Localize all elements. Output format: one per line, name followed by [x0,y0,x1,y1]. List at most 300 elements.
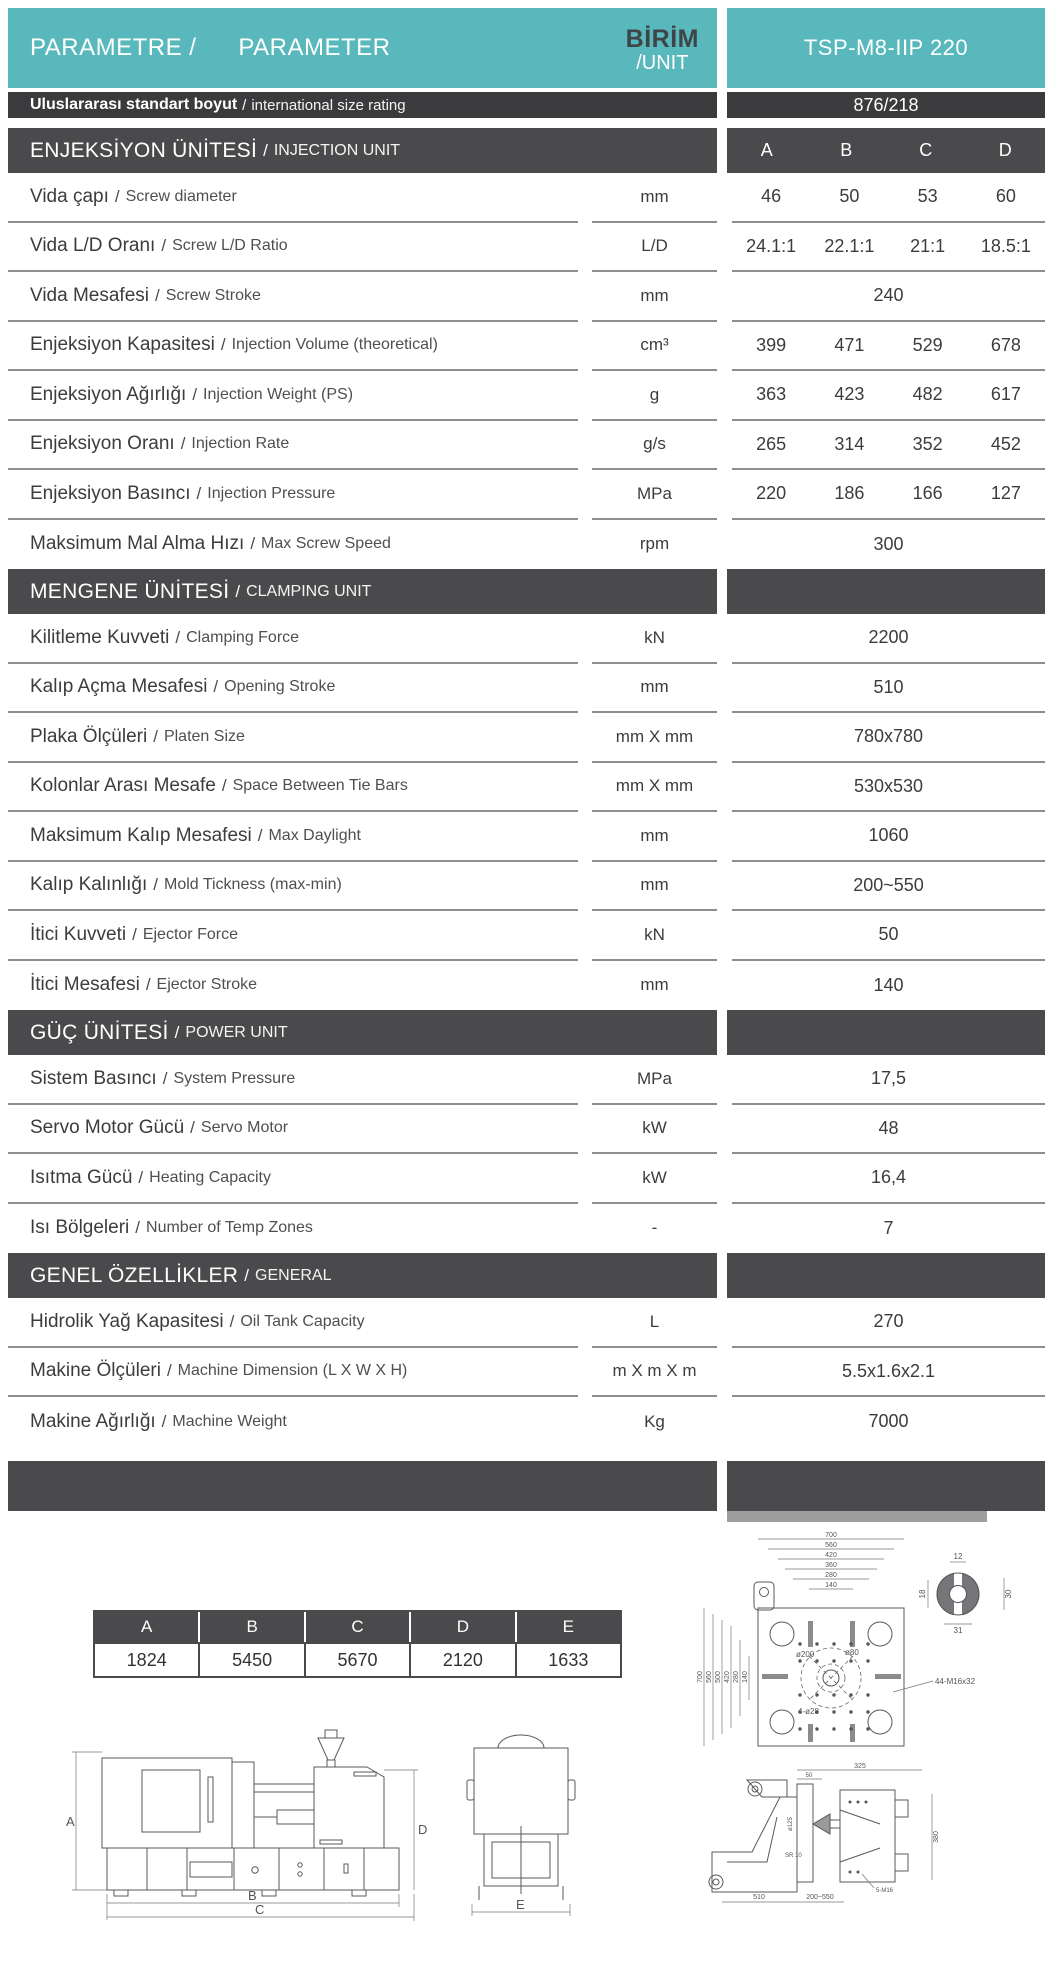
svg-text:420: 420 [825,1552,837,1559]
parameter-name-tr: Maksimum Mal Alma Hızı [30,533,245,555]
section-title-en: CLAMPING UNIT [246,582,372,600]
platen-holes-label: 4-ø28 [798,1707,819,1716]
label-separator: / [162,1068,168,1088]
parameter-name-cell [8,421,578,471]
value: 265 [756,433,787,454]
parameter-name-cell [8,173,578,223]
platen-circle1-label: ø200 [796,1650,815,1659]
svg-text:420: 420 [724,1671,731,1683]
parameter-name-cell [8,1055,578,1105]
spec-row [8,322,1045,372]
parameter-name-en: Oil Tank Capacity [240,1312,365,1330]
dimension-header: E [515,1612,620,1642]
unit-cell: mm [592,272,717,322]
spec-row [8,713,1045,763]
label-separator: / [180,434,186,454]
parameter-name-tr: Maksimum Kalıp Mesafesi [30,824,252,846]
parameter-name-en: Injection Volume (theoretical) [231,336,438,354]
label-separator: / [221,776,227,796]
column-letter: C [919,140,933,160]
unit-cell: mm [592,812,717,862]
unit-cell: mm X mm [592,713,717,763]
value: 314 [834,433,865,454]
dimension-header: C [304,1612,409,1642]
column-divider [717,8,727,88]
values-cell [732,1055,1045,1105]
dimension-value: 5450 [198,1644,303,1676]
spec-row [8,961,1045,1011]
values-cell [732,421,1045,471]
spec-row [8,862,1045,912]
label-separator: / [174,1022,180,1042]
mold-dim-top: 325 [854,1763,866,1770]
parameter-name-en: Screw Stroke [165,286,261,304]
column-letter: B [840,140,853,160]
ring-dim-left: 18 [918,1589,927,1599]
parameter-name-cell [8,520,578,570]
section-title-tr: ENJEKSİYON ÜNİTESİ [30,138,258,162]
unit-cell: Kg [644,1411,665,1431]
label-separator: / [161,1411,167,1431]
ring-dim-bottom: 31 [953,1626,963,1635]
machine-side-view-drawing [62,1722,462,1922]
parameter-name-tr: Hidrolik Yağ Kapasitesi [30,1310,224,1332]
parameter-name-cell [8,862,578,912]
section-header-right [727,1253,1045,1298]
platen-left-dims [697,1608,749,1746]
value: 21:1 [910,235,946,256]
value: 617 [990,384,1021,405]
values-cell [732,470,1045,520]
unit-cell: g [592,371,717,421]
unit-cell: L/D [592,223,717,273]
parameter-name-tr: Makine Ölçüleri [30,1360,161,1382]
value-merged: 530x530 [853,775,924,796]
platen-circle2-label: ø80 [845,1648,859,1657]
column-divider [717,1010,727,1055]
parameter-name-tr: Isı Bölgeleri [30,1217,130,1239]
value: 220 [756,483,787,504]
label-separator: / [229,1311,235,1331]
unit-label-tr: BİRİM [625,25,699,54]
label-separator: / [155,285,160,305]
parameter-name-en: Injection Rate [191,435,290,453]
section-title-en: INJECTION UNIT [273,141,401,159]
table-header [8,8,1045,88]
spec-row [8,1397,1045,1447]
spec-row [8,173,1045,223]
column-divider [717,92,727,118]
values-cell [732,371,1045,421]
footer-bar-left [8,1461,717,1511]
parameter-name-en: Machine Weight [172,1412,287,1430]
dimension-value-row [95,1642,620,1676]
spec-row [8,223,1045,273]
label-separator: / [235,581,241,601]
parameter-name-en: Mold Tickness (max-min) [163,876,342,894]
label-separator: / [196,483,202,503]
parameter-header-cell [8,8,717,88]
unit-cell: MPa [592,470,717,520]
label-separator: / [138,1167,144,1187]
dimension-header: A [141,1617,153,1636]
value-merged: 510 [873,676,904,697]
parameter-name-tr: Enjeksiyon Basıncı [30,482,191,504]
value-merged: 270 [873,1311,904,1332]
values-cell [732,173,1045,223]
svg-text:280: 280 [733,1671,740,1683]
dimension-value: 1633 [515,1644,620,1676]
dim-label-e: E [516,1897,525,1912]
spec-row [8,812,1045,862]
unit-cell: kW [592,1154,717,1204]
label-separator: / [135,1218,141,1238]
label-separator: / [244,1265,250,1285]
parameter-name-en: Heating Capacity [149,1168,271,1186]
parameter-name-tr: Servo Motor Gücü [30,1117,185,1139]
mold-section-drawing [692,1762,942,1912]
size-rating-value: 876/218 [727,92,1045,118]
section-header-right [727,128,1045,173]
mold-label-bolt: 5-M16 [876,1888,894,1894]
parameter-name-tr: Vida Mesafesi [30,284,149,306]
section-title-cell [8,128,717,173]
parameter-name-en: Platen Size [163,727,245,745]
value-merged: 780x780 [853,726,924,747]
parameter-name-cell [8,223,578,273]
parameter-name-tr: Enjeksiyon Ağırlığı [30,383,187,405]
dimension-header: D [409,1612,514,1642]
spec-row [8,1348,1045,1398]
column-divider [717,1253,727,1298]
unit-label-en: /UNIT [636,51,689,74]
size-rating-label-cell [8,92,717,118]
value: 423 [834,384,865,405]
section-header [8,1253,1045,1298]
parameter-name-en: Screw L/D Ratio [172,237,288,255]
parameter-name-cell [8,470,578,520]
value: 24.1:1 [746,235,797,256]
label-separator: / [257,825,263,845]
svg-text:700: 700 [825,1532,837,1539]
value: 22.1:1 [824,235,875,256]
values-cell [732,961,1045,1011]
parameter-name-en: System Pressure [173,1069,296,1087]
label-separator: / [213,677,219,697]
values-cell [732,520,1045,570]
values-cell [732,862,1045,912]
values-cell [732,223,1045,273]
spec-row [8,520,1045,570]
parameter-name-tr: Enjeksiyon Kapasitesi [30,334,215,356]
column-divider [717,569,727,614]
value-merged: 17,5 [870,1068,907,1089]
dimension-value: 5670 [304,1644,409,1676]
mold-dim-right: 380 [933,1831,940,1843]
parameter-name-tr: Kilitleme Kuvveti [30,626,170,648]
mold-label-sr: SR 10 [785,1853,802,1859]
value-merged: 140 [873,974,904,995]
parameter-name-en: Servo Motor [200,1119,289,1137]
parameter-name-cell [8,371,578,421]
svg-text:700: 700 [697,1671,704,1683]
unit-cell: MPa [592,1055,717,1105]
section-header-right [727,569,1045,614]
parameter-name-cell [8,961,578,1011]
label-separator: / [132,924,137,944]
parameter-name-cell [8,1298,578,1348]
mold-dim-bottom2: 200~550 [806,1894,834,1901]
label-separator: / [220,335,226,355]
parameter-name-cell [8,713,578,763]
parameter-name-en: Machine Dimension (L X W X H) [177,1362,408,1380]
label-separator: / [250,534,256,554]
unit-cell: mm X mm [592,763,717,813]
section-header [8,569,1045,614]
value-merged: 2200 [868,627,909,648]
value-merged: 1060 [868,825,909,846]
dimension-header: B [198,1612,303,1642]
unit-cell: kW [592,1105,717,1155]
value: 529 [912,334,943,355]
svg-text:560: 560 [825,1542,837,1549]
parameter-name-tr: Kolonlar Arası Mesafe [30,775,216,797]
value: 452 [990,433,1021,454]
value-merged: 16,4 [870,1167,907,1188]
spec-row [8,1105,1045,1155]
section-title-tr: MENGENE ÜNİTESİ [30,579,230,603]
section-title-cell [8,1010,717,1055]
spec-row [8,763,1045,813]
value-merged: 48 [878,1117,899,1138]
dim-label-d: D [418,1822,428,1837]
label-separator: / [145,975,151,995]
value: 127 [990,483,1021,504]
value-merged: 300 [873,533,904,554]
size-rating-bar [8,92,1045,118]
value: 50 [839,186,860,207]
section-header-right [727,1010,1045,1055]
values-cell [732,763,1045,813]
value: 186 [834,483,865,504]
unit-cell: g/s [592,421,717,471]
values-cell [732,713,1045,763]
section-title-cell [8,1253,717,1298]
unit-cell: - [651,1218,658,1238]
parameter-name-en: Space Between Tie Bars [232,777,408,795]
dimension-value: 1824 [126,1649,167,1670]
unit-cell: mm [592,664,717,714]
value-merged: 200~550 [853,874,924,895]
spec-row [8,470,1045,520]
parameter-name-cell [8,763,578,813]
parameter-name-cell [8,1105,578,1155]
values-cell [732,664,1045,714]
parameter-name-tr: İtici Kuvveti [30,923,127,945]
value: 482 [912,384,943,405]
svg-text:140: 140 [742,1671,749,1683]
parameter-name-en: Screw diameter [125,187,237,205]
value-merged: 7000 [868,1411,909,1432]
dimension-value: 2120 [409,1644,514,1676]
parameter-name-en: Ejector Stroke [156,976,258,994]
value: 471 [834,334,865,355]
unit-cell: m X m X m [592,1348,717,1398]
footer-bar [8,1461,1045,1511]
values-cell [732,272,1045,322]
unit-cell: L [592,1298,717,1348]
parameter-name-cell [8,272,578,322]
section-title-tr: GÜÇ ÜNİTESİ [30,1020,169,1044]
machine-dimensions-table [93,1610,622,1678]
unit-cell: mm [592,862,717,912]
column-letter: A [760,140,773,160]
label-separator: / [192,384,198,404]
value: 60 [995,186,1016,207]
spec-row [8,911,1045,961]
parameter-name-cell [8,322,578,372]
dim-label-a: A [66,1814,75,1829]
parameter-label-en: PARAMETER [238,34,391,61]
value-merged: 50 [878,924,899,945]
spec-row [8,272,1045,322]
column-divider [717,128,727,173]
column-letter: D [998,140,1012,160]
parameter-name-cell [8,1397,578,1447]
parameter-name-tr: Enjeksiyon Oranı [30,433,175,455]
value: 678 [990,334,1021,355]
svg-text:500: 500 [715,1671,722,1683]
values-cell [732,1105,1045,1155]
parameter-name-en: Injection Weight (PS) [203,385,354,403]
label-separator: / [114,186,120,206]
unit-cell: kN [592,614,717,664]
mold-dim-top2: 50 [805,1773,813,1779]
footer-bar-right [727,1461,1045,1511]
mold-label-dia: ø125 [788,1817,794,1831]
spec-table [8,8,1045,1511]
parameter-name-tr: Kalıp Kalınlığı [30,874,148,896]
spec-row [8,421,1045,471]
values-cell [732,322,1045,372]
model-name: TSP-M8-IIP 220 [727,8,1045,88]
value: 399 [756,334,787,355]
label-separator: / [161,236,167,256]
parameter-name-en: Clamping Force [186,628,300,646]
value: 18.5:1 [980,235,1031,256]
spec-row [8,371,1045,421]
label-separator: / [153,726,158,746]
parameter-name-cell [8,1154,578,1204]
section-title-en: GENERAL [255,1266,332,1284]
parameter-name-cell [8,911,578,961]
parameter-name-tr: Vida L/D Oranı [30,235,156,257]
parameter-name-en: Max Screw Speed [261,535,391,553]
section-title-en: POWER UNIT [185,1023,288,1041]
value: 363 [756,384,787,405]
ring-dim-top: 12 [953,1552,963,1561]
spec-row [8,1298,1045,1348]
value: 352 [912,433,943,454]
parameter-name-en: Opening Stroke [224,678,336,696]
size-rating-label-tr: Uluslararası standart boyut [30,96,238,113]
platen-top-dims [758,1532,904,1589]
unit-header [626,22,699,73]
values-cell [732,1397,1045,1447]
parameter-name-cell [8,664,578,714]
values-cell [732,911,1045,961]
svg-text:560: 560 [706,1671,713,1683]
unit-cell: rpm [639,534,670,554]
spec-row [8,1055,1045,1105]
value: 166 [912,483,943,504]
parameter-name-cell [8,614,578,664]
parameter-label-tr: PARAMETRE / [30,34,197,61]
values-cell [732,1154,1045,1204]
value-merged: 240 [873,285,904,306]
values-cell [732,614,1045,664]
spec-row [8,1154,1045,1204]
values-cell [732,812,1045,862]
value-merged: 7 [883,1217,894,1238]
label-separator: / [166,1361,172,1381]
svg-text:360: 360 [825,1562,837,1569]
values-cell [732,1348,1045,1398]
unit-cell: mm [640,975,669,995]
unit-cell: mm [592,173,717,223]
label-separator: / [153,875,158,895]
parameter-name-cell [8,1348,578,1398]
dim-label-c: C [255,1902,265,1917]
parameter-name-cell [8,1204,578,1254]
values-cell [732,1204,1045,1254]
parameter-name-tr: Makine Ağırlığı [30,1410,156,1432]
platen-bolts-label: 44-M16x32 [935,1677,976,1686]
parameter-name-en: Ejector Force [142,925,238,943]
unit-cell: kN [592,911,717,961]
parameter-name-en: Number of Temp Zones [146,1219,313,1237]
dim-label-b: B [248,1888,257,1903]
spec-row [8,664,1045,714]
parameter-name-tr: Kalıp Açma Mesafesi [30,676,208,698]
svg-text:140: 140 [825,1582,837,1589]
value: 53 [917,186,938,207]
value-merged: 5.5x1.6x2.1 [841,1360,936,1381]
mold-dim-bottom1: 510 [753,1894,765,1901]
parameter-title [30,34,391,62]
dimension-header-row [95,1612,620,1642]
parameter-name-tr: Vida çapı [30,185,109,207]
footer-tab [727,1511,987,1522]
parameter-name-en: Max Daylight [268,826,361,844]
label-separator: / [175,627,181,647]
sections [8,128,1045,1447]
size-rating-label-en: international size rating [251,96,406,114]
label-separator: / [242,96,247,114]
parameter-name-tr: Plaka Ölçüleri [30,725,148,747]
parameter-name-tr: Isıtma Gücü [30,1166,133,1188]
values-cell [732,1298,1045,1348]
svg-text:280: 280 [825,1572,837,1579]
parameter-name-tr: İtici Mesafesi [30,974,140,996]
section-header [8,128,1045,173]
locating-ring-detail-drawing [916,1550,1016,1635]
machine-front-view-drawing [452,1722,592,1922]
parameter-name-tr: Sistem Basıncı [30,1067,157,1089]
section-title-tr: GENEL ÖZELLİKLER [30,1263,239,1287]
ring-dim-right: 30 [1004,1589,1013,1599]
unit-cell: cm³ [592,322,717,372]
